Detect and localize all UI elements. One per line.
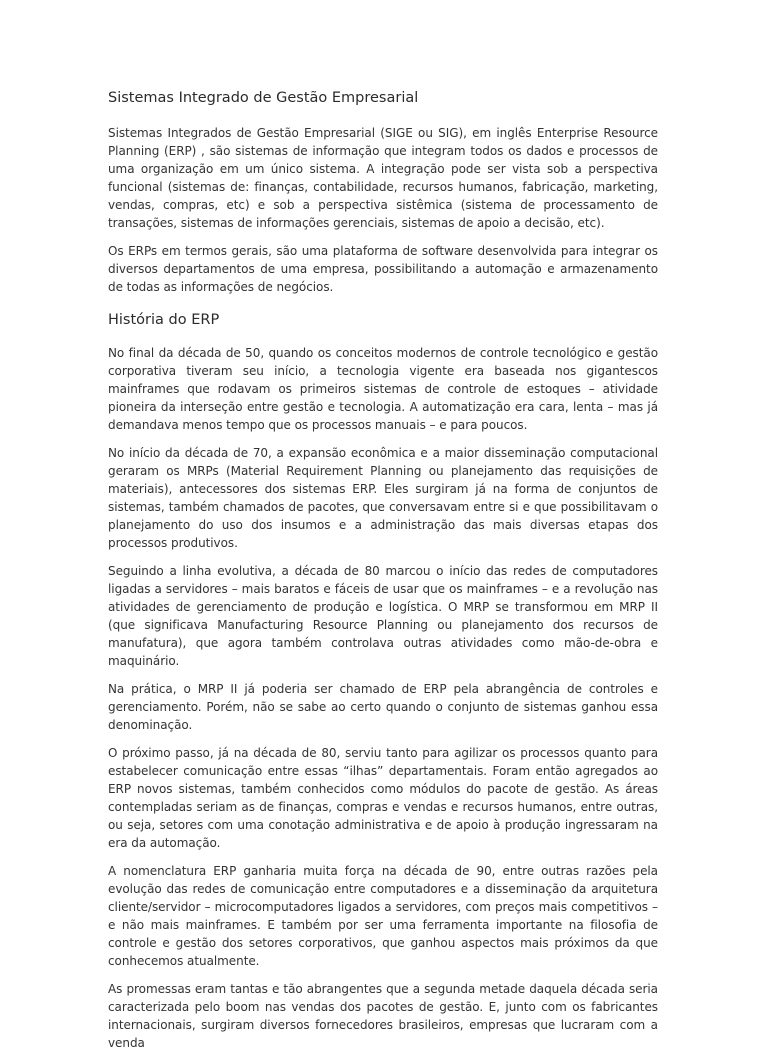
intro-paragraph-1: Sistemas Integrados de Gestão Empresarial (SIGE ou SIG), em inglês Enterprise Resource Planning (ERP) , são sistemas de informação que integram todos os dados e processos de uma organização em um único sistema. A integração pode ser vista sob a perspectiva funcional (sistemas de: finanças, contabilidade, recursos humanos, fabricação, marketing, vendas, compras, etc) e sob a perspectiva sistêmica (sistema de processamento de transações, sistemas de informações gerenciais, sistemas de apoio a decisão, etc). bbox=[108, 126, 658, 230]
history-paragraph-2: No início da década de 70, a expansão econômica e a maior disseminação computacional geraram os MRPs (Material Requirement Planning ou planejamento das requisições de materiais), antecessores dos sistemas ERP. Eles surgiram já na forma de conjuntos de sistemas, também chamados de pacotes, que conversavam entre si e que possibilitavam o planejamento do uso dos insumos e a administração das mais diversas etapas dos processos produtivos. bbox=[108, 446, 658, 550]
history-paragraph-5: O próximo passo, já na década de 80, serviu tanto para agilizar os processos quanto para estabelecer comunicação entre essas “ilhas” departamentais. Foram então agregados ao ERP novos sistemas, também conhecidos como módulos do pacote de gestão. As áreas contempladas seriam as de finanças, compras e vendas e recursos humanos, entre outras, ou seja, setores com uma conotação administrativa e de apoio à produção ingressaram na era da automação. bbox=[108, 746, 658, 850]
history-paragraph-6: A nomenclatura ERP ganharia muita força na década de 90, entre outras razões pela evolução das redes de comunicação entre computadores e a disseminação da arquitetura cliente/servidor – microcomputadores ligados a servidores, com preços mais competitivos – e não mais mainframes. E também por ser uma ferramenta importante na filosofia de controle e gestão dos setores corporativos, que ganhou aspectos mais próximos da que conhecemos atualmente. bbox=[108, 864, 658, 968]
history-paragraph-7: As promessas eram tantas e tão abrangentes que a segunda metade daquela década seria caracterizada pelo boom nas vendas dos pacotes de gestão. E, junto com os fabricantes internacionais, surgiram diversos fornecedores brasileiros, empresas que lucraram com a venda bbox=[108, 982, 658, 1050]
section-title-historia: História do ERP bbox=[108, 312, 220, 328]
history-paragraph-3: Seguindo a linha evolutiva, a década de 80 marcou o início das redes de computadores ligadas a servidores – mais baratos e fáceis de usar que os mainframes – e a revolução nas atividades de gerenciamento de produção e logística. O MRP se transformou em MRP II (que significava Manufacturing Resource Planning ou planejamento dos recursos de manufatura), que agora também controlava outras atividades como mão-de-obra e maquinário. bbox=[108, 564, 658, 668]
intro-paragraph-2: Os ERPs em termos gerais, são uma plataforma de software desenvolvida para integrar os diversos departamentos de uma empresa, possibilitando a automação e armazenamento de todas as informações de negócios. bbox=[108, 244, 658, 294]
document-title: Sistemas Integrado de Gestão Empresarial bbox=[108, 90, 419, 106]
history-paragraph-4: Na prática, o MRP II já poderia ser chamado de ERP pela abrangência de controles e gerenciamento. Porém, não se sabe ao certo quando o conjunto de sistemas ganhou essa denominação. bbox=[108, 682, 658, 732]
history-paragraph-1: No final da década de 50, quando os conceitos modernos de controle tecnológico e gestão corporativa tiveram seu início, a tecnologia vigente era baseada nos gigantescos mainframes que rodavam os primeiros sistemas de controle de estoques – atividade pioneira da interseção entre gestão e tecnologia. A automatização era cara, lenta – mas já demandava menos tempo que os processos manuais – e para poucos. bbox=[108, 346, 658, 432]
document-page bbox=[108, 88, 658, 1062]
